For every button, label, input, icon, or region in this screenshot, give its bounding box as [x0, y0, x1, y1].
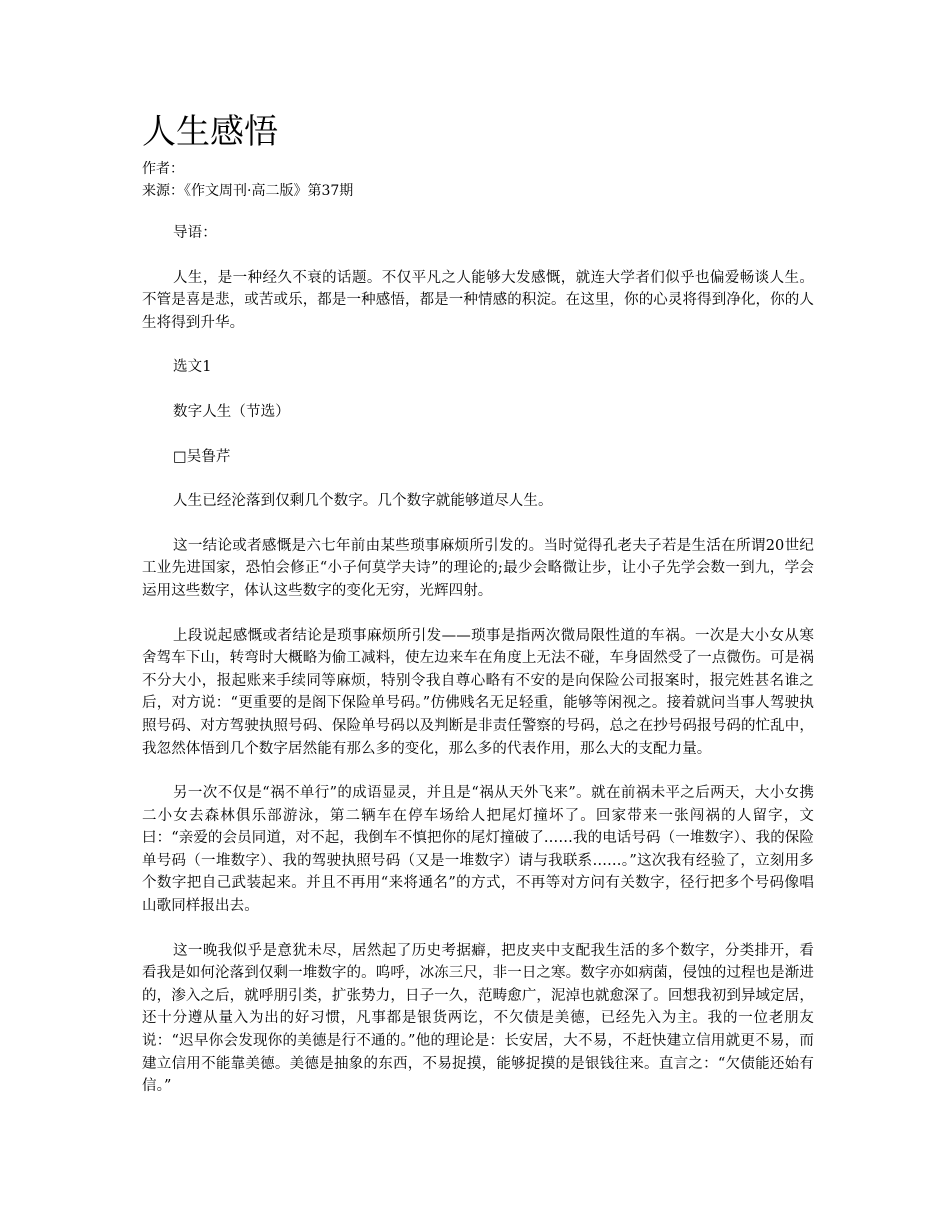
intro-label: 导语：	[173, 225, 217, 241]
body-paragraph: 这一结论或者感慨是六七年前由某些琐事麻烦所引发的。当时觉得孔老夫子若是生活在所谓20世纪工业先进国家，恐怕会修正“小子何莫学夫诗”的理论的;最少会略微让步，让小子先学会数一到九，学会运用这些数字，体认这些数字的变化无穷，光辉四射。	[142, 537, 814, 599]
body-paragraph: 人生已经沦落到仅剩几个数字。几个数字就能够道尽人生。	[173, 493, 553, 510]
body-paragraph: 另一次不仅是“祸不单行”的成语显灵，并且是“祸从天外飞来”。就在前祸未平之后两天，大小女携二小女去森林俱乐部游泳，第二辆车在停车场给人把尾灯撞坏了。回家带来一张闯祸的人留字，文曰：“亲爱的会员同道，对不起，我倒车不慎把你的尾灯撞破了……我的电话号码（一堆数字）、我的保险单号码（一堆数字）、我的驾驶执照号码（又是一堆数字）请与我联系……。”这次我有经验了，立刻用多个数字把自己武装起来。并且不再用“来将通名”的方式，不再等对方问有关数字，径行把多个号码像唱山歌同样报出去。	[142, 785, 814, 915]
article-title: 数字人生（节选）	[173, 403, 290, 420]
document-title: 人生感悟	[142, 112, 278, 152]
article-author: □吴鲁芹	[173, 448, 231, 465]
source-line: 来源：《作文周刊·高二版》第37期	[142, 183, 354, 199]
selection-label: 选文1	[173, 359, 212, 376]
intro-text: 人生，是一种经久不衰的话题。不仅平凡之人能够大发感慨，就连大学者们似乎也偏爱畅谈人生。不管是喜是悲，或苦或乐，都是一种感悟，都是一种情感的积淀。在这里，你的心灵将得到净化，你的人生将得到升华。	[142, 269, 814, 331]
author-line: 作者：	[142, 161, 184, 177]
document-page	[142, 110, 814, 1098]
body-paragraph: 上段说起感慨或者结论是琐事麻烦所引发——琐事是指两次微局限性道的车祸。一次是大小女从寒舍驾车下山，转弯时大概略为偷工减料，使左边来车在角度上无法不碰，车身固然受了一点微伤。可是祸不分大小，报起账来手续同等麻烦，特别令我自尊心略有不安的是向保险公司报案时，报完姓甚名谁之后，对方说：“更重要的是阁下保险单号码。”仿佛贱名无足轻重，能够等闲视之。接着就问当事人驾驶执照号码、对方驾驶执照号码、保险单号码以及判断是非责任警察的号码，总之在抄号码报号码的忙乱中，我忽然体悟到几个数字居然能有那么多的变化，那么多的代表作用，那么大的支配力量。	[142, 627, 814, 757]
body-paragraph: 这一晚我似乎是意犹未尽，居然起了历史考据癖，把皮夹中支配我生活的多个数字，分类排开，看看我是如何沦落到仅剩一堆数字的。呜呼，冰冻三尺，非一日之寒。数字亦如病菌，侵蚀的过程也是渐进的，渗入之后，就呼朋引类，扩张势力，日子一久，范畴愈广，泥淖也就愈深了。回想我初到异域定居，还十分遵从量入为出的好习惯，凡事都是银货两讫，不欠债是美德，已经先入为主。我的一位老朋友说：“迟早你会发现你的美德是行不通的。”他的理论是：长安居，大不易，不赶快建立信用就更不易，而建立信用不能靠美德。美德是抽象的东西，不易捉摸，能够捉摸的是银钱往来。直言之：“欠债能还始有信。”	[142, 942, 814, 1095]
